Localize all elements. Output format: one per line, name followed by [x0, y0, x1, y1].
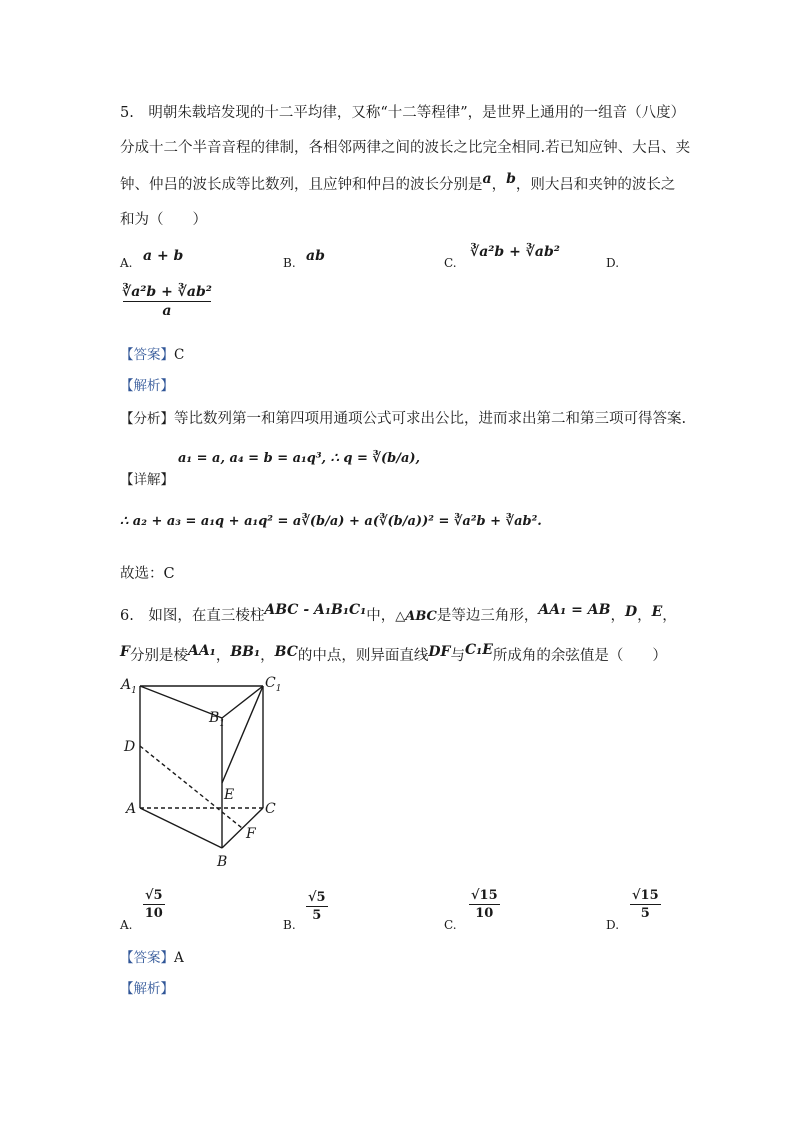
edge-ab — [140, 808, 222, 848]
q6-option-b-label: B. — [283, 918, 296, 932]
edge-bb1: BB₁ — [230, 644, 261, 660]
comma: ， — [491, 177, 507, 193]
q6-option-b — [306, 890, 328, 923]
q5-option-b-label: B. — [283, 256, 296, 270]
q5-stem-line-3 — [120, 173, 675, 194]
q6-option-c-denominator: 10 — [475, 906, 494, 921]
line-c1e: C₁E — [464, 642, 493, 658]
label-c: C — [265, 801, 276, 817]
q6-option-a — [143, 888, 165, 921]
q6-stem-line-2c: 的中点，则异面直线 — [297, 648, 429, 664]
triangle-abc: △ABC — [395, 609, 437, 624]
segment-c1e — [222, 686, 263, 783]
q6-option-d-denominator: 5 — [640, 906, 650, 921]
q6-stem-line-2d: 与 — [450, 648, 465, 664]
var-a: a — [482, 171, 492, 187]
q6-analysis-key: 【解析】 — [120, 981, 174, 997]
q6-option-a-numerator: √5 — [145, 888, 163, 903]
answer-key: 【答案】 — [120, 347, 174, 363]
point-f: F — [120, 644, 130, 660]
fenxi-text: 等比数列第一和第四项用通项公式可求出公比，进而求出第二和第三项可得答案. — [174, 411, 687, 427]
q6-stem-line-1c: 是等边三角形， — [436, 608, 539, 624]
label-b: B — [217, 854, 228, 870]
q5-stem-line-1: 5. 明朝朱载培发现的十二平均律，又称“十二等程律”，是世界上通用的一组音（八度） — [120, 105, 686, 121]
q6-option-b-numerator: √5 — [308, 890, 326, 905]
q6-option-c — [469, 888, 500, 921]
prism-figure — [115, 672, 295, 877]
q6-stem-line-2e: 所成角的余弦值是（ ） — [492, 648, 667, 664]
point-d: D — [624, 604, 638, 620]
label-a1: $A_1$ — [121, 677, 137, 696]
q6-option-d — [630, 888, 661, 921]
prism: ABC - A₁B₁C₁ — [264, 602, 367, 618]
q5-fenxi — [120, 407, 686, 428]
q5-conclusion: 故选：C — [120, 566, 175, 582]
q6-comma-3: ， — [215, 648, 231, 664]
q5-option-c: ∛a²b + ∛ab² — [470, 244, 560, 260]
q5-option-b: ab — [306, 248, 325, 264]
line-df: DF — [428, 644, 451, 660]
q6-option-c-label: C. — [444, 918, 457, 932]
q5-analysis-key: 【解析】 — [120, 378, 174, 394]
q5-detail-key: 【详解】 — [120, 472, 174, 488]
q6-option-a-denominator: 10 — [144, 906, 163, 921]
q5-option-a: a + b — [143, 248, 184, 264]
q6-stem-line-1d: ， — [610, 608, 625, 624]
q6-answer — [120, 946, 184, 966]
label-b1: $B_1$ — [209, 710, 226, 729]
q6-stem-line-2 — [120, 644, 667, 665]
var-b: b — [506, 171, 516, 187]
answer-value: C — [174, 347, 185, 363]
eq-aa1-ab: AA₁ = AB — [538, 602, 611, 618]
q5-stem-line-4: 和为（ ） — [120, 212, 207, 228]
q5-detail-eq-2: ∴ a₂ + a₃ = a₁q + a₁q² = a∛(b/a) + a(∛(b/a))² = ∛a²b + ∛ab². — [120, 514, 542, 529]
q5-option-a-label: A. — [120, 256, 133, 270]
q5-stem-line-3a: 钟、仲吕的波长成等比数列，且应钟和仲吕的波长分别是 — [120, 177, 483, 193]
q5-option-d-numerator: ∛a²b + ∛ab² — [122, 284, 212, 300]
label-d: D — [124, 739, 136, 755]
edge-bc: BC — [274, 644, 298, 660]
q5-stem-line-3b: ，则大吕和夹钟的波长之 — [515, 177, 676, 193]
q5-answer — [120, 343, 184, 363]
q5-stem-line-2: 分成十二个半音音程的律制，各相邻两律之间的波长之比完全相同.若已知应钟、大吕、夹 — [120, 140, 691, 156]
point-e: E — [651, 604, 663, 620]
label-a: A — [126, 801, 137, 817]
q6-option-d-numerator: √15 — [632, 888, 659, 903]
q6-option-a-label: A. — [120, 918, 133, 932]
q5-option-d-denominator: a — [162, 303, 172, 319]
q6-stem-line-1b: 中， — [366, 608, 396, 624]
q6-option-c-numerator: √15 — [471, 888, 498, 903]
label-f: F — [246, 826, 256, 842]
edge-bc — [222, 808, 263, 848]
label-e: E — [224, 787, 235, 803]
q5-option-d — [120, 284, 214, 319]
q6-option-b-denominator: 5 — [312, 908, 322, 923]
q6-option-d-label: D. — [606, 918, 620, 932]
q5-detail-eq-1: a₁ = a, a₄ = b = a₁q³, ∴ q = ∛(b/a), — [178, 451, 421, 466]
q5-option-d-label: D. — [606, 256, 620, 270]
q6-stem-line-1a: 6. 如图，在直三棱柱 — [120, 608, 265, 624]
q5-option-c-label: C. — [444, 256, 457, 270]
edge-aa1: AA₁ — [187, 643, 216, 659]
q6-stem-line-2b: 分别是棱 — [129, 648, 188, 664]
q6-stem-line-1 — [120, 604, 677, 625]
q6-comma-4: ， — [260, 648, 275, 664]
label-c1: $C_1$ — [265, 675, 282, 694]
fenxi-key: 【分析】 — [120, 411, 174, 427]
answer-value: A — [174, 950, 184, 966]
q6-comma-2: ， — [662, 608, 677, 624]
q6-comma: ， — [637, 608, 652, 624]
answer-key: 【答案】 — [120, 950, 174, 966]
